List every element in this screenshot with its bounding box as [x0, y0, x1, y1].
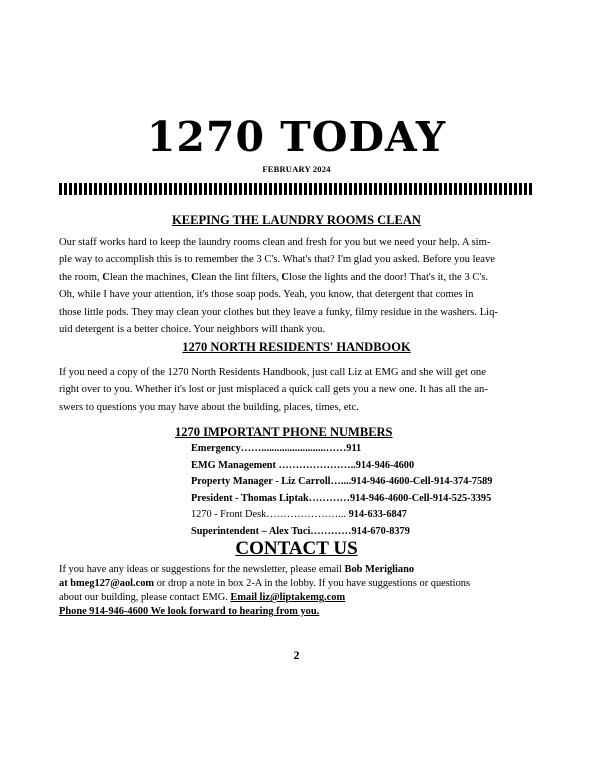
handbook-article — [59, 364, 539, 416]
laundry-article — [59, 234, 539, 338]
phone-row-management: EMG Management …………………..914-946-4600 — [191, 459, 415, 471]
contact-phone-line: Phone 914-946-4600 We look forward to hearing from you. — [59, 606, 320, 617]
contact-line: at bmeg127@aol.com or drop a note in box 2-A in the lobby. If you have suggestions or questions — [59, 578, 471, 589]
phone-row-emergency: Emergency…….........................……911 — [191, 443, 362, 454]
emg-email-link[interactable]: Email liz@liptakemg.com — [230, 592, 346, 603]
laundry-line: Our staff works hard to keep the laundry rooms clean and fresh for you but we need your help. A sim- — [59, 237, 491, 248]
laundry-line: those little pods. They may clean your clothes but they leave a funky, filmy residue in the washers. Liq- — [59, 306, 498, 318]
newsletter-title: 1270 TODAY — [146, 113, 447, 161]
contact-line: If you have any ideas or suggestions for the newsletter, please email Bob Merigliano — [59, 564, 415, 575]
handbook-line: right over to you. Whether it's lost or just misplaced a quick call gets you a new one. It has all the an- — [59, 384, 488, 396]
phone-row-property-manager: Property Manager - Liz Carroll…....914-946-4600-Cell-914-374-7589 — [191, 476, 493, 487]
phone-row-front-desk: 1270 - Front Desk…………………... 914-633-6847 — [191, 509, 407, 520]
contact-block — [59, 563, 539, 619]
handbook-heading: 1270 NORTH RESIDENTS' HANDBOOK — [182, 340, 411, 354]
laundry-line: Oh, while I have your attention, it's those soap pods. Yeah, you know, that detergent that comes in — [59, 289, 474, 301]
contact-heading: CONTACT US — [235, 538, 358, 559]
handbook-line: swers to questions you may have about the building, places, times, etc. — [59, 401, 359, 413]
laundry-heading: KEEPING THE LAUNDRY ROOMS CLEAN — [172, 213, 421, 227]
handbook-line: If you need a copy of the 1270 North Residents Handbook, just call Liz at EMG and she will get one — [59, 367, 486, 378]
phone-directory — [191, 441, 492, 540]
laundry-line: uid detergent is a better choice. Your neighbors will thank you. — [59, 324, 326, 336]
laundry-line: the room, Clean the machines, Clean the lint filters, Close the lights and the door! That's it, the 3 C's. — [59, 271, 489, 283]
phone-row-superintendent: Superintendent – Alex Tuci…………914-670-8379 — [191, 525, 410, 537]
contact-line: about our building, please contact EMG. Email liz@liptakemg.com — [59, 592, 346, 603]
phone-numbers-heading: 1270 IMPORTANT PHONE NUMBERS — [175, 425, 393, 439]
page-number: 2 — [293, 648, 300, 662]
decorative-divider — [59, 183, 532, 195]
laundry-line: ple way to accomplish this is to remember the 3 C's. What's that? I'm glad you asked. Before you leave — [59, 254, 495, 266]
phone-row-president: President - Thomas Liptak…………914-946-4600-Cell-914-525-3395 — [191, 492, 492, 504]
issue-date: FEBRUARY 2024 — [262, 164, 331, 174]
newsletter-email-link[interactable]: at bmeg127@aol.com — [59, 578, 155, 589]
